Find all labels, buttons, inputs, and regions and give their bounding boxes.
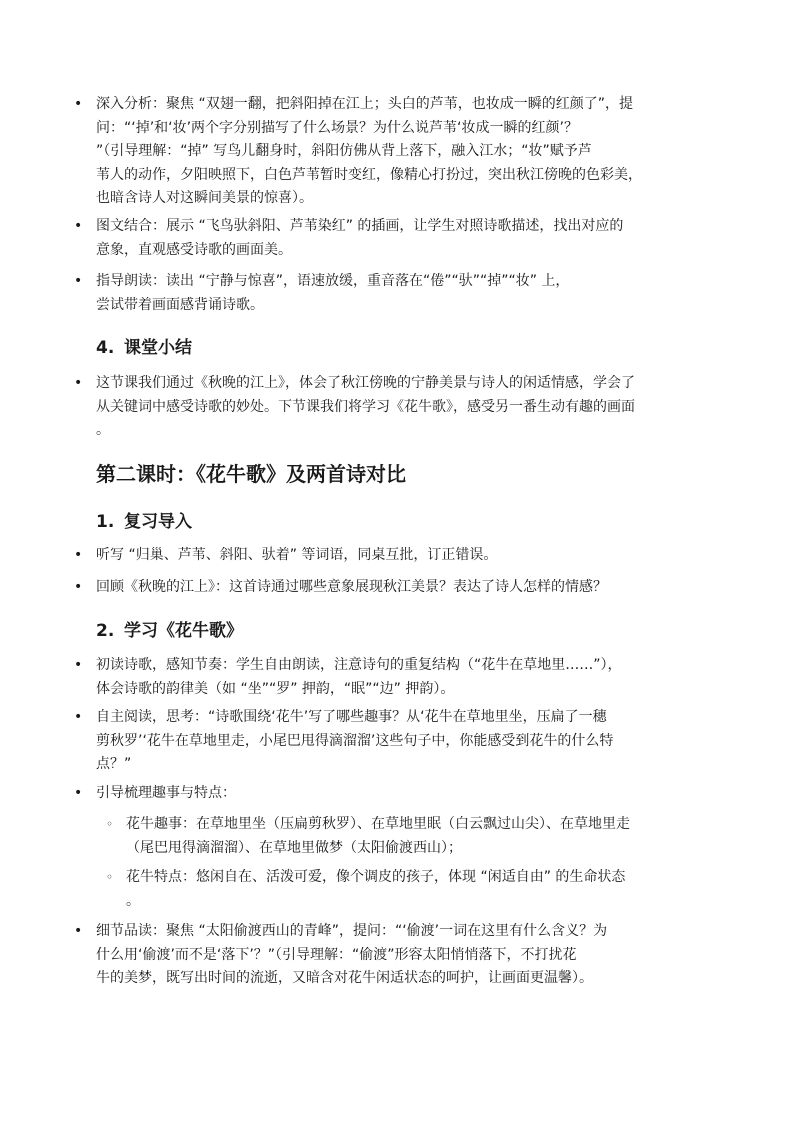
list-item-text: 这节课我们通过《秋晚的江上》，体会了秋江傍晚的宁静美景与诗人的闲适情感，学会了 从关键词中感受诗歌的妙处。下节课我们将学习《花牛歌》，感受另一番生动有趣的画面 。 (96, 375, 635, 438)
lesson-title: 第二课时：《花牛歌》及两首诗对比 (96, 462, 406, 486)
bullet-icon: • (74, 273, 83, 289)
bullet-icon: • (74, 785, 83, 801)
list-item (74, 215, 698, 262)
section-number: 1. (96, 512, 115, 532)
section-number: 2. (96, 621, 115, 641)
list-item (74, 782, 698, 806)
bullet-icon: • (74, 375, 83, 391)
list-item-text: 深入分析：聚焦 “双翅一翻，把斜阳掉在江上；头白的芦苇，也妆成一瞬的红颜了”，提 问：“‘掉’和‘妆’两个字分别描写了什么场景？为什么说芦苇‘妆成一瞬的红颜’？ ”（引导理解：“掉” 写鸟儿翻身时，斜阳仿佛从背上落下，融入江水；“妆”赋予芦 苇人的动作，夕阳映照下，白色芦苇暂时变红，像精心打扮过，突出秋江傍晚的色彩美， 也暗含诗人对这瞬间美景的惊喜）。 (96, 96, 642, 206)
section-heading (96, 336, 192, 360)
bullet-icon: • (74, 547, 83, 563)
bullet-icon: • (74, 923, 83, 939)
list-item-text: 指导朗读：读出 “宁静与惊喜”，语速放缓，重音落在“倦”“驮”“掉”“妆” 上， 尝试带着画面感背诵诗歌。 (96, 273, 570, 313)
list-item (74, 706, 698, 777)
list-item (74, 920, 698, 991)
section-title: 学习《花牛歌》 (124, 621, 243, 641)
list-item (74, 576, 698, 600)
list-item (74, 544, 698, 568)
section-title: 课堂小结 (124, 338, 192, 358)
bullet-icon: • (74, 657, 83, 673)
list-item-text: 图文结合：展示 “飞鸟驮斜阳、芦苇染红” 的插画，让学生对照诗歌描述，找出对应的 意象，直观感受诗歌的画面美。 (96, 218, 624, 258)
list-item-text: 初读诗歌，感知节奏：学生自由朗读，注意诗句的重复结构（“花牛在草地里……”）， 体会诗歌的韵律美（如 “坐”“罗” 押韵，“眠”“边” 押韵）。 (96, 657, 622, 697)
list-item-text: 回顾《秋晚的江上》：这首诗通过哪些意象展现秋江美景？表达了诗人怎样的情感？ (96, 579, 607, 595)
sub-list-item (106, 866, 694, 913)
bullet-icon: • (74, 96, 83, 112)
list-item (74, 93, 698, 211)
list-item (74, 654, 698, 701)
list-item-text: 引导梳理趣事与特点： (96, 785, 236, 801)
bullet-icon: • (74, 579, 83, 595)
sub-list-item-text: 花牛趣事：在草地里坐（压扁剪秋罗）、在草地里眠（白云飘过山尖）、在草地里走 （尾巴甩得滴溜溜）、在草地里做梦（太阳偷渡西山）； (126, 816, 630, 856)
list-item-text: 自主阅读，思考：“诗歌围绕‘花牛’写了哪些趣事？从‘花牛在草地里坐，压扁了一穗 剪秋罗’‘花牛在草地里走，小尾巴甩得滴溜溜’这些句子中，你能感受到花牛的什么特 点？” (96, 709, 614, 772)
section-heading (96, 619, 243, 643)
section-heading (96, 510, 192, 534)
list-item-text: 听写 “归巢、芦苇、斜阳、驮着” 等词语，同桌互批，订正错误。 (96, 547, 498, 563)
hollow-bullet-icon: ◦ (106, 870, 114, 884)
bullet-icon: • (74, 218, 83, 234)
sub-list-item-text: 花牛特点：悠闲自在、活泼可爱，像个调皮的孩子，体现 “闲适自由” 的生命状态 。 (126, 869, 626, 909)
sub-list-item (106, 813, 694, 860)
bullet-icon: • (74, 709, 83, 725)
list-item (74, 270, 698, 317)
section-title: 复习导入 (124, 512, 192, 532)
section-number: 4. (96, 338, 115, 358)
list-item-text: 细节品读：聚焦 “太阳偷渡西山的青峰”，提问：“‘偷渡’一词在这里有什么含义？为 什么用‘偷渡’而不是‘落下’？”（引导理解：“偷渡”形容太阳悄悄落下，不打扰花 牛的美梦，既写出时间的流逝，又暗含对花牛闲适状态的呵护，让画面更温馨）。 (96, 923, 608, 986)
hollow-bullet-icon: ◦ (106, 817, 114, 831)
list-item (74, 372, 698, 443)
